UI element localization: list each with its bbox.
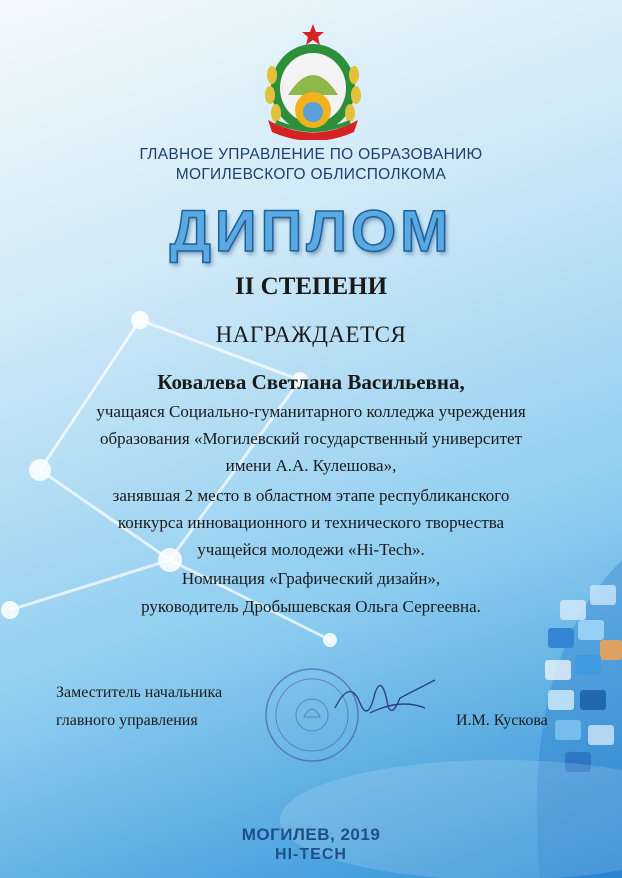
body-line: Номинация «Графический дизайн», [181, 569, 441, 588]
document-title: ДИПЛОМ [169, 199, 453, 264]
coat-of-arms-emblem [258, 20, 368, 140]
issuer-line-1: ГЛАВНОЕ УПРАВЛЕНИЕ ПО ОБРАЗОВАНИЮ [139, 146, 483, 163]
recipient-name: Ковалева Светлана Васильевна, [157, 370, 465, 394]
body-line: руководитель Дробышевская Ольга Сергеевна. [141, 597, 481, 616]
body-line: учащаяся Социально-гуманитарного колледжа учреждения [96, 402, 526, 421]
body-line: занявшая 2 место в областном этапе республиканского [112, 486, 510, 505]
body-line: учащейся молодежи «Hi-Tech». [197, 540, 425, 559]
awarded-heading: НАГРАЖДАЕТСЯ [215, 322, 407, 347]
body-line: имени А.А. Кулешова», [225, 456, 397, 475]
award-degree: II СТЕПЕНИ [234, 273, 388, 300]
body-line: конкурса инновационного и технического творчества [117, 513, 505, 532]
handwritten-signature [330, 668, 440, 728]
signatory-position-line-1: Заместитель начальника [56, 684, 223, 701]
issuer-line-2: МОГИЛЕВСКОГО ОБЛИСПОЛКОМА [175, 166, 447, 183]
signatory-position-line-2: главного управления [56, 712, 198, 729]
signatory-name: И.М. Кускова [456, 712, 548, 729]
body-line: образования «Могилевский государственный университет [100, 429, 522, 448]
footer-city-year: МОГИЛЕВ, 2019 [241, 825, 381, 844]
footer-event-name: HI-TECH [275, 846, 347, 863]
